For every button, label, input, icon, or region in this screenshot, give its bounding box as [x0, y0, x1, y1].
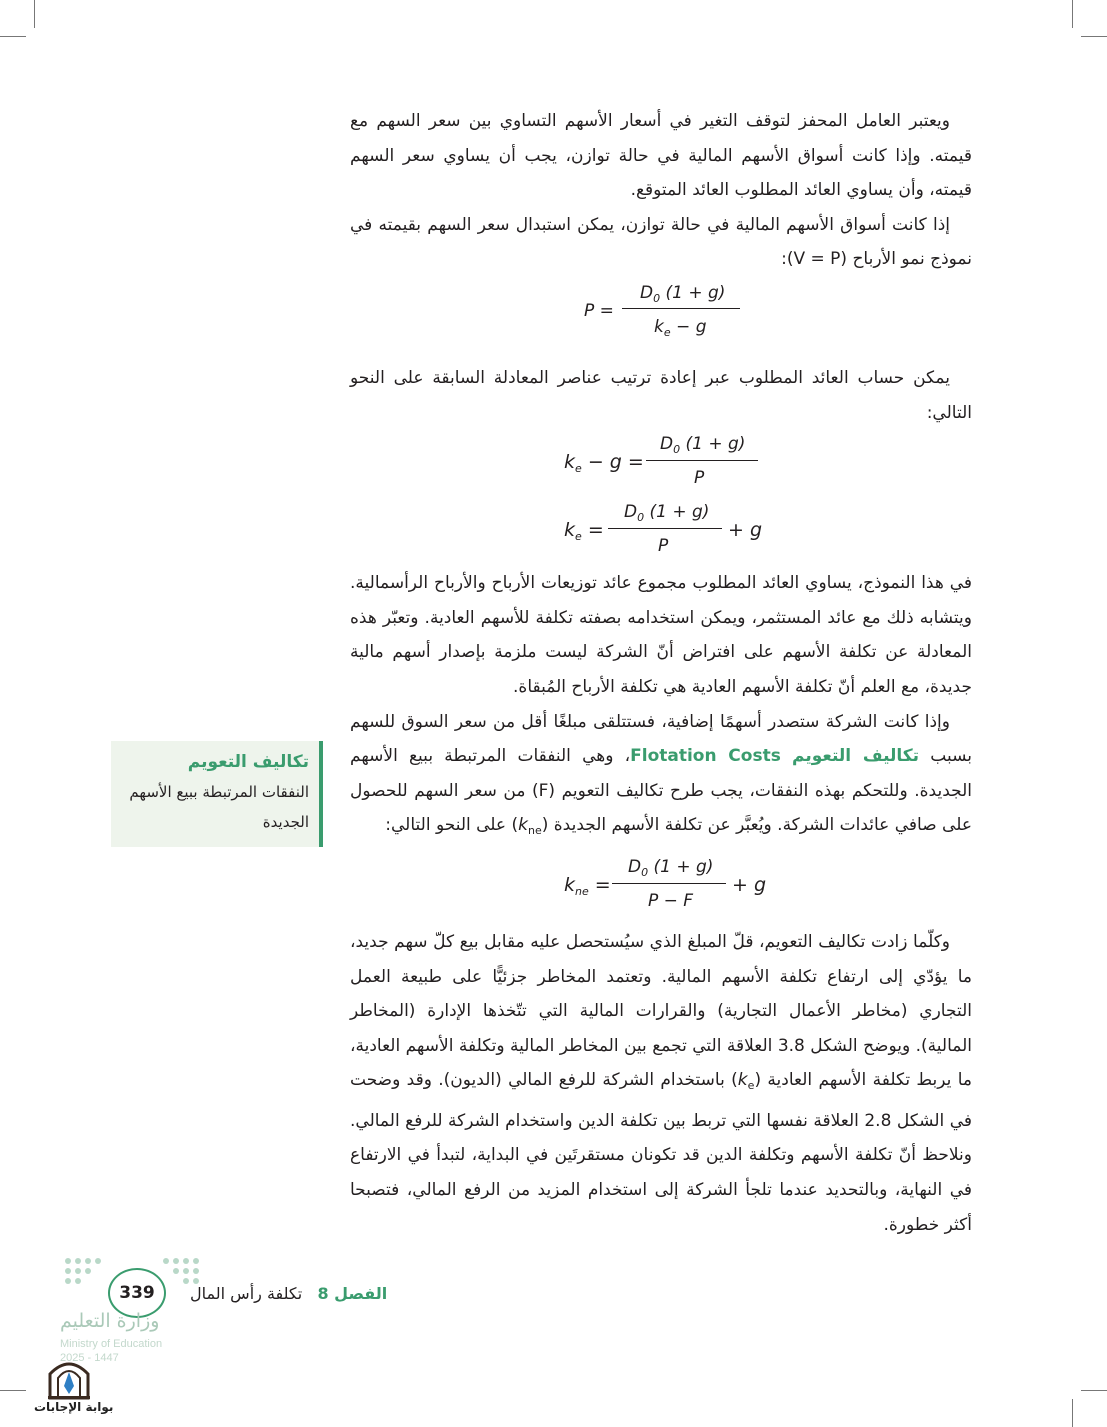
ministry-name-en: Ministry of Education 2025 - 1447: [60, 1338, 163, 1364]
chapter-label: الفصل 8: [317, 1284, 388, 1303]
term-flotation-en: Flotation Costs: [630, 746, 781, 767]
chapter-title: تكلفة رأس المال: [190, 1284, 303, 1303]
paragraph-1: ويعتبر العامل المحفز لتوقف التغير في أسعار الأسهم التساوي بين سعر السهم مع قيمته. وإذا كانت أسواق الأسهم المالية في حالة توازن، يجب أن يساوي سعر السهم قيمته، وأن يساوي العائد المطلوب العائد المتوقع.: [350, 111, 972, 201]
paragraph-4: في هذا النموذج، يساوي العائد المطلوب مجموع عائد توزيعات الأرباح والأرباح الرأسمالية. ويتشابه ذلك مع عائد المستثمر، ويمكن استخدامه بصفته تكلفة للأسهم العادية. وتعبّر هذه المعادلة عن تكلفة الأسهم على افتراض أنّ الشركة ليست ملزمة بإصدار أسهم مالية جديدة، مع العلم أنّ تكلفة الأسهم العادية هي تكلفة الأرباح المُبقاة.: [350, 573, 972, 697]
eq3-denominator: P: [658, 536, 669, 557]
glossary-sidebar: [111, 741, 323, 847]
crop-mark: [0, 1390, 26, 1391]
eq4-tail: + g: [732, 873, 767, 896]
page-footer: [190, 1278, 387, 1310]
paragraph-3: يمكن حساب العائد المطلوب عبر إعادة ترتيب عناصر المعادلة السابقة على النحو التالي:: [350, 367, 972, 423]
equation-ke: [350, 500, 972, 566]
paragraph-6: وكلّما زادت تكاليف التعويم، قلّ المبلغ الذي سيُستحصل عليه مقابل بيع كلّ سهم جديد، ما يؤدّي إلى ارتفاع تكلفة الأسهم المالية. وتعتمد المخاطر جزئيًّا على طبيعة العمل التجاري (مخاطر الأعمال التجارية) والقرارات المالية التي تتّخذها الإدارة (المخاطر المالية). ويوضح الشكل 3.8 العلاقة التي تجمع بين المخاطر المالية وتكلفة الأسهم العادية، ما يربط تكلفة الأسهم العادية $(k_e)$ باستخدام الشركة للرفع المالي (الديون). وقد وضحت في الشكل 2.8 العلاقة نفسها التي تربط بين تكلفة الدين واستخدام الشركة للرفع المالي. ونلاحظ أنّ تكلفة الأسهم وتكلفة الدين قد تكونان مستقرتَين في البداية، لتبدأ في الارتفاع في النهاية، وبالتحديد عندما تلجأ الشركة إلى استخدام المزيد من الرفع المالي، فتصبحا أكثر خطورة.: [350, 931, 973, 1235]
eq4-denominator: P − F: [648, 890, 694, 911]
eq1-fraction-bar: [622, 308, 740, 309]
crop-mark: [1072, 0, 1073, 28]
equation-ke-minus-g: [350, 430, 972, 500]
equation-price: [350, 277, 972, 361]
building-logo-icon: [46, 1352, 92, 1400]
equation-kne: [350, 849, 972, 925]
eq4-numerator: $D_0$ (1 + g): [628, 856, 714, 879]
sidebar-title: تكاليف التعويم: [187, 752, 309, 772]
eq3-tail: + g: [728, 519, 763, 542]
main-text: [350, 104, 972, 1242]
eq1-denominator: $k_e - g$: [654, 316, 707, 339]
eq4-lhs: $k_{ne}$ =: [564, 873, 611, 898]
paragraph-5: وإذا كانت الشركة ستصدر أسهمًا إضافية، فستتلقى مبلغًا أقل من سعر السوق للسهم بسبب تكاليف التعويم Flotation Costs، وهي النفقات المرتبطة ببيع الأسهم الجديدة. وللتحكم بهذه النفقات، يجب طرح تكاليف التعويم (F) من سعر السهم للحصول على صافي عائدات الشركة. ويُعبَّر عن تكلفة الأسهم الجديدة $(k_{ne})$ على النحو التالي:: [350, 711, 973, 838]
eq2-fraction-bar: [646, 460, 758, 461]
eq3-fraction-bar: [608, 528, 722, 529]
eq1-lhs: P =: [584, 300, 614, 321]
paragraph-2: إذا كانت أسواق الأسهم المالية في حالة توازن، يمكن استبدال سعر السهم بقيمته في نموذج نمو الأرباح (V = P):: [350, 214, 972, 270]
crop-mark: [1081, 36, 1107, 37]
term-flotation-ar: تكاليف التعويم: [792, 746, 920, 767]
eq3-lhs: $k_e$ =: [564, 519, 604, 544]
watermark-text: بوابة الإجابات: [34, 1400, 114, 1414]
eq2-denominator: P: [694, 468, 705, 489]
eq2-numerator: $D_0$ (1 + g): [660, 434, 746, 457]
crop-mark: [0, 36, 26, 37]
crop-mark: [1072, 1399, 1073, 1427]
page-number: 339: [108, 1268, 166, 1318]
eq1-numerator: $D_0$ (1 + g): [640, 282, 726, 305]
ministry-name-ar: وزارة التعليم: [60, 1310, 160, 1332]
crop-mark: [1081, 1390, 1107, 1391]
crop-mark: [34, 0, 35, 28]
sidebar-definition: النفقات المرتبطة ببيع الأسهم الجديدة: [129, 783, 309, 831]
eq3-numerator: $D_0$ (1 + g): [624, 502, 710, 525]
eq4-fraction-bar: [612, 883, 726, 884]
eq2-lhs: $k_e - g$ =: [564, 451, 644, 476]
